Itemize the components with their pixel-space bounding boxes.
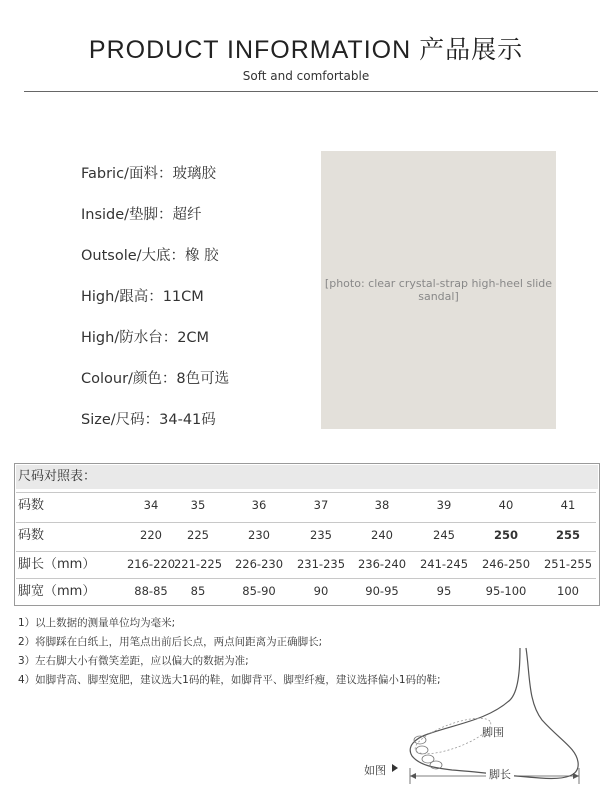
table-cell: 36 <box>251 498 267 512</box>
measurement-note: 2）将脚踩在白纸上，用笔点出前后长点，两点间距离为正确脚长; <box>18 636 323 648</box>
row-header: 码数 <box>18 528 45 543</box>
table-cell: 231-235 <box>296 557 346 571</box>
size-table-row <box>16 551 596 577</box>
product-photo <box>321 151 556 429</box>
table-cell: 255 <box>555 528 580 542</box>
measurement-note: 3）左右脚大小有微笑差距，应以偏大的数据为准; <box>18 655 249 667</box>
measurement-note: 1）以上数据的测量单位均为毫米; <box>18 617 176 629</box>
table-cell: 88-85 <box>134 584 168 598</box>
table-cell: 220 <box>140 528 162 542</box>
spec-fabric: Fabric/面料：玻璃胶 <box>81 166 216 182</box>
table-cell: 85-90 <box>242 584 276 598</box>
foot-girth-label: 脚围 <box>482 726 504 739</box>
table-cell: 221-225 <box>173 557 223 571</box>
arrow-right-icon <box>392 764 398 772</box>
table-cell: 38 <box>374 498 390 512</box>
table-cell: 236-240 <box>357 557 407 571</box>
size-table-row <box>16 578 596 604</box>
measurement-note: 4）如脚背高、脚型宽肥，建议选大1码的鞋，如脚背平、脚型纤瘦，建议选择偏小1码的鞋; <box>18 674 441 686</box>
table-cell: 240 <box>371 528 393 542</box>
table-cell: 37 <box>313 498 329 512</box>
table-cell: 100 <box>557 584 579 598</box>
table-cell: 245 <box>433 528 455 542</box>
row-header: 码数 <box>18 498 45 513</box>
table-cell: 225 <box>187 528 209 542</box>
table-cell: 95-100 <box>485 584 527 598</box>
spec-heel-height: High/跟高：11CM <box>81 289 204 305</box>
table-cell: 230 <box>248 528 270 542</box>
table-cell: 35 <box>190 498 206 512</box>
product-photo-label: [photo: clear crystal-strap high-heel slide sandal] <box>324 277 553 303</box>
table-cell: 90 <box>313 584 329 598</box>
spec-inside: Inside/垫脚：超纤 <box>81 207 202 223</box>
table-cell: 90-95 <box>365 584 399 598</box>
table-cell: 216-220 <box>126 557 176 571</box>
table-cell: 40 <box>498 498 514 512</box>
spec-size: Size/尺码：34-41码 <box>81 412 216 428</box>
table-cell: 235 <box>310 528 332 542</box>
spec-colour: Colour/颜色：8色可选 <box>81 371 230 387</box>
table-cell: 85 <box>190 584 206 598</box>
table-cell: 226-230 <box>234 557 284 571</box>
table-cell: 95 <box>436 584 452 598</box>
table-cell: 246-250 <box>481 557 531 571</box>
row-header: 脚宽（mm） <box>18 584 96 599</box>
size-table-caption: 尺码对照表： <box>16 465 598 489</box>
table-cell: 41 <box>560 498 576 512</box>
table-cell: 34 <box>143 498 159 512</box>
size-table-row <box>16 522 596 548</box>
figure-label: 如图 <box>364 764 386 777</box>
table-cell: 250 <box>493 528 518 542</box>
table-cell: 251-255 <box>543 557 593 571</box>
foot-length-label: 脚长 <box>486 766 514 782</box>
size-table-row <box>16 492 596 518</box>
spec-outsole: Outsole/大底：橡 胶 <box>81 248 219 264</box>
table-cell: 241-245 <box>419 557 469 571</box>
row-header: 脚长（mm） <box>18 557 96 572</box>
page-title: PRODUCT INFORMATION 产品展示 <box>88 36 524 64</box>
header-divider <box>24 91 598 92</box>
page-subtitle: Soft and comfortable <box>242 69 370 83</box>
spec-platform-height: High/防水台：2CM <box>81 330 210 346</box>
table-cell: 39 <box>436 498 452 512</box>
